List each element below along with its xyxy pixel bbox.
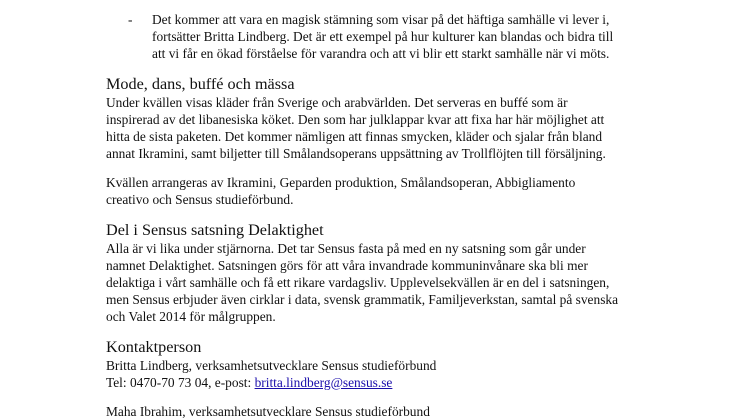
text-line: namnet Delaktighet. Satsningen görs för att våra invandrade kommuninvånare ska bli mer <box>106 258 588 273</box>
section-heading: Mode, dans, buffé och mässa <box>106 75 295 93</box>
text-line: creativo och Sensus studieförbund. <box>106 192 294 207</box>
text-line: och Valet 2014 för målgruppen. <box>106 309 276 324</box>
tel-text: Tel: 0470-70 73 04, e-post: <box>106 375 255 390</box>
text-line: att vi får en ökad förståelse för varandra och att vi blir ett starkt samhälle när vi möts. <box>152 46 610 61</box>
email-link[interactable]: britta.lindberg@sensus.se <box>254 375 393 390</box>
text-line: annat Ikramini, samt biljetter till Smålandsoperans uppsättning av Trollflöjten till försäljning. <box>106 146 606 161</box>
text-line: hitta de sista paketen. Det kommer nämligen att finnas smycken, kläder och sjalar från bland <box>106 129 603 144</box>
contact-tel-line <box>106 374 392 391</box>
text-line: Under kvällen visas kläder från Sverige och arabvärlden. Det serveras en buffé som är <box>106 95 568 110</box>
text-line: men Sensus erbjuder även cirklar i data, svensk grammatik, Familjeverkstan, samtal på svenska <box>106 292 619 307</box>
contact-person: Britta Lindberg, verksamhetsutvecklare Sensus studieförbund <box>106 358 437 373</box>
text-line: Det kommer att vara en magisk stämning som visar på det häftiga samhälle vi lever i, <box>152 12 610 27</box>
text-line: Alla är vi lika under stjärnorna. Det tar Sensus fasta på med en ny satsning som går under <box>106 241 586 256</box>
text-line: delaktiga i vårt samhälle och få ett rikare vardagsliv. Upplevelsekvällen är en del i satsningen, <box>106 275 610 290</box>
bullet-marker: - <box>128 12 133 27</box>
text-line: Kvällen arrangeras av Ikramini, Geparden produktion, Smålandsoperan, Abbigliamento <box>106 175 576 190</box>
text-line: inspirerad av det libanesiska köket. Den som har julklappar kvar att fixa har här möjlighet att <box>106 112 605 127</box>
text-line: fortsätter Britta Lindberg. Det är ett exempel på hur kulturer kan blandas och bidra till <box>152 29 614 44</box>
contact-person: Maha Ibrahim, verksamhetsutvecklare Sensus studieförbund <box>106 404 430 419</box>
section-heading: Del i Sensus satsning Delaktighet <box>106 221 324 239</box>
section-heading: Kontaktperson <box>106 338 202 356</box>
